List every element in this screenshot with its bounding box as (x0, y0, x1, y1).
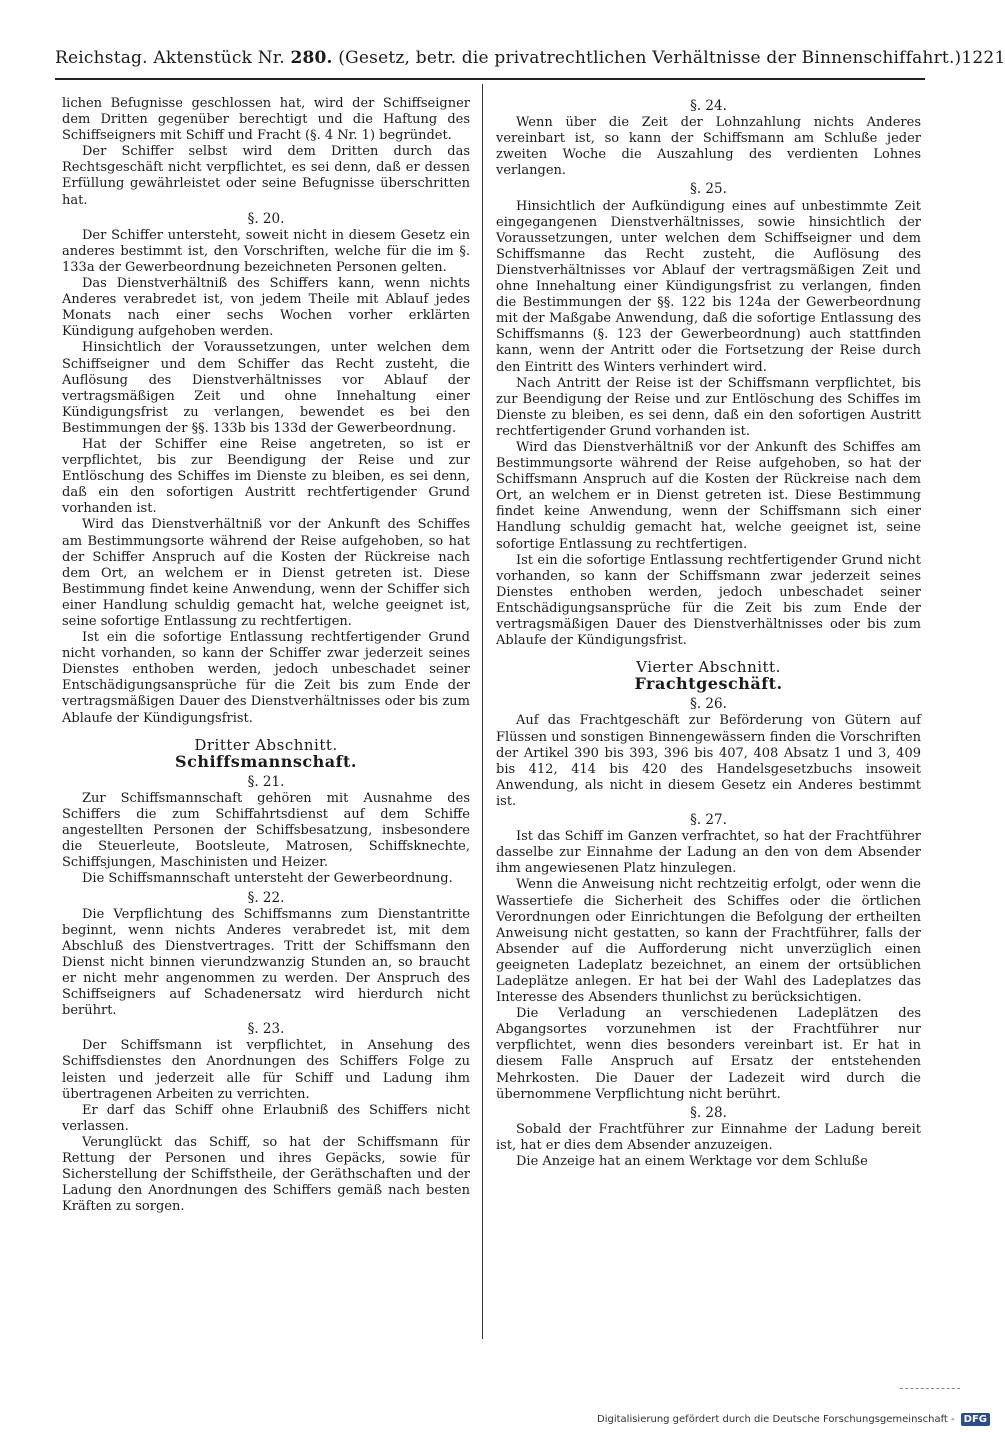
paragraph: Sobald der Frachtführer zur Einnahme der Ladung bereit ist, hat er dies dem Absender anzuzeigen. (496, 1121, 921, 1153)
header-title-suffix: (Gesetz, betr. die privatrechtlichen Verhältnisse der Binnenschiffahrt.) (338, 48, 962, 68)
paragraph: Die Verladung an verschiedenen Ladeplätzen des Abgangsortes vorzunehmen ist der Frachtführer nur verpflichtet, wenn dies besonders vereinbart ist. Er hat in diesem Falle Anspruch auf Ersatz der entstehenden Mehrkosten. Die Dauer der Ladezeit wird durch die übernommene Verpflichtung nicht berührt. (496, 1006, 921, 1102)
header-title-prefix: Reichstag. Aktenstück Nr. (55, 48, 285, 68)
paragraph: Nach Antritt der Reise ist der Schiffsmann verpflichtet, bis zur Beendigung der Reise und zur Entlöschung des Schiffes im Dienste zu bleiben, es sei denn, daß ein den sofortigen Austritt rechtfertigender Grund vorhanden ist. (496, 375, 921, 439)
section-heading: §. 22. (247, 889, 285, 906)
paragraph: Wird das Dienstverhältniß vor der Ankunft des Schiffes am Bestimmungsorte während der Reise aufgehoben, so hat der Schiffer Anspruch auf die Kosten der Rückreise nach dem Ort, an welchem er in Dienst getreten ist. Diese Bestimmung findet keine Anwendung, wenn der Schiffer sich einer Handlung schuldig gemacht hat, welche geeignet ist, seine sofortige Entlassung zu rechtfertigen. (62, 517, 470, 629)
header-rule (55, 78, 925, 80)
running-header (55, 48, 1005, 78)
section-heading: §. 25. (690, 181, 727, 198)
paragraph: Der Schiffsmann ist verpflichtet, in Ansehung des Schiffsdienstes den Anordnungen des Schiffers Folge zu leisten und jederzeit alle für Schiff und Ladung ihm übertragenen Arbeiten zu verrichten. (62, 1038, 470, 1102)
paragraph: Die Verpflichtung des Schiffsmanns zum Dienstantritte beginnt, wenn nichts Anderes verabredet ist, mit dem Abschluß des Dienstvertrages. Tritt der Schiffsmann den Dienst nicht binnen vierundzwanzig Stunden an, so braucht er nicht mehr angenommen zu werden. Der Anspruch des Schiffseigners auf Schadenersatz wird hierdurch nicht berührt. (62, 906, 470, 1019)
chapter-heading: Dritter Abschnitt. (194, 735, 338, 754)
paragraph: Die Schiffsmannschaft untersteht der Gewerbeordnung. (82, 871, 453, 887)
paragraph: Der Schiffer selbst wird dem Dritten durch das Rechtsgeschäft nicht verpflichtet, es sei denn, daß er dessen Erfüllung gewährleistet oder seine Befugnisse überschritten hat. (62, 144, 470, 208)
right-column (496, 96, 921, 1170)
paragraph: Er darf das Schiff ohne Erlaubniß des Schiffers nicht verlassen. (62, 1102, 470, 1134)
left-column (62, 96, 470, 1215)
paragraph: Verunglückt das Schiff, so hat der Schiffsmann für Rettung der Personen und ihres Gepäcks, sowie für Sicherstellung der Schiffstheile, der Geräthschaften und der Ladung den Anordnungen des Schiffers gemäß nach besten Kräften zu sorgen. (62, 1134, 470, 1215)
paragraph: Die Anzeige hat an einem Werktage vor dem Schluße (516, 1154, 868, 1169)
section-heading: §. 23. (247, 1021, 285, 1038)
scan-mark (900, 1388, 960, 1389)
paragraph: lichen Befugnisse geschlossen hat, wird der Schiffseigner dem Dritten gegenüber berechtigt und die Haftung des Schiffseigners mit Schiff und Fracht (§. 4 Nr. 1) begründet. (62, 96, 470, 144)
footer-credit: Digitalisierung gefördert durch die Deutsche Forschungsgemeinschaft - (597, 1413, 955, 1425)
chapter-title: Frachtgeschäft. (634, 674, 783, 694)
paragraph: Wenn über die Zeit der Lohnzahlung nichts Anderes vereinbart ist, so kann der Schiffsmann am Schluße jeder zweiten Woche die Auszahlung des verdienten Lohnes verlangen. (496, 115, 921, 179)
paragraph: Hinsichtlich der Voraussetzungen, unter welchen dem Schiffseigner und dem Schiffer das Recht zusteht, die Auflösung des Dienstverhältnisses vor Ablauf der vertragsmäßigen Zeit und ohne Innehaltung einer Kündigungsfrist zu verlangen, bewendet es bei den Bestimmungen der §§. 133b bis 133d der Gewerbeordnung. (62, 340, 470, 436)
paragraph: Das Dienstverhältniß des Schiffers kann, wenn nichts Anderes verabredet ist, von jedem Theile mit Ablauf jedes Monats nach einer sechs Wochen vorher erklärten Kündigung aufgehoben werden. (62, 276, 470, 340)
column-divider (482, 84, 483, 1339)
paragraph: Ist ein die sofortige Entlassung rechtfertigender Grund nicht vorhanden, so kann der Schiffer zwar jederzeit seines Dienstes enthoben werden, jedoch unbeschadet seiner Entschädigungsansprüche für die Zeit bis zum Ende der vertragsmäßigen Dauer des Dienstverhältnisses oder bis zum Ablaufe der Kündigungsfrist. (62, 630, 470, 726)
section-heading: §. 26. (690, 696, 727, 713)
page-number: 1221 (961, 48, 1005, 68)
paragraph: Ist das Schiff im Ganzen verfrachtet, so hat der Frachtführer dasselbe zur Einnahme der Ladung an den von dem Absender ihm angewiesenen Platz hinzulegen. (496, 829, 921, 877)
paragraph: Hinsichtlich der Aufkündigung eines auf unbestimmte Zeit eingegangenen Dienstverhältnisses, sowie hinsichtlich der Voraussetzungen, unter welchen dem Schiffseigner und dem Schiffsmanne das Recht zusteht, die Auflösung des Dienstverhältnisses vor Ablauf der vertragsmäßigen Zeit und ohne Innehaltung einer Kündigungsfrist zu verlangen, finden die Bestimmungen der §§. 122 bis 124a der Gewerbeordnung mit der Maßgabe Anwendung, daß die sofortige Entlassung des Schiffsmanns (§. 123 der Gewerbeordnung) auch stattfinden kann, wenn der Antritt oder die Fortsetzung der Reise durch den Eintritt des Winters verhindert wird. (496, 198, 921, 375)
section-heading: §. 27. (690, 812, 727, 829)
paragraph: Ist ein die sofortige Entlassung rechtfertigender Grund nicht vorhanden, so kann der Schiffsmann zwar jederzeit seines Dienstes enthoben werden, jedoch unbeschadet seiner Entschädigungsansprüche für die Zeit bis zum Ende der vertragsmäßigen Dauer des Dienstverhältnisses oder bis zum Ablaufe der Kündigungsfrist. (496, 552, 921, 649)
section-heading: §. 20. (247, 210, 285, 227)
paragraph: Wenn die Anweisung nicht rechtzeitig erfolgt, oder wenn die Wassertiefe die Sicherheit des Schiffes oder die örtlichen Verordnungen oder Einrichtungen die Befolgung der ertheilten Anweisung nicht gestatten, so kann der Frachtführer, falls der Absender auf die Aufforderung nicht unverzüglich einen geeigneten Ladeplatz bezeichnet, an einem der ortsüblichen Ladeplätze anlegen. Er hat bei der Wahl des Ladeplatzes das Interesse des Absenders thunlichst zu berücksichtigen. (496, 877, 921, 1006)
paragraph: Der Schiffer untersteht, soweit nicht in diesem Gesetz ein anderes bestimmt ist, den Vorschriften, welche für die im §. 133a der Gewerbeordnung bezeichneten Personen gelten. (62, 227, 470, 275)
paragraph: Hat der Schiffer eine Reise angetreten, so ist er verpflichtet, bis zur Beendigung der Reise und zur Entlöschung des Schiffes im Dienste zu bleiben, es sei denn, daß ein den sofortigen Austritt rechtfertigender Grund vorhanden ist. (62, 436, 470, 517)
chapter-heading: Vierter Abschnitt. (636, 658, 781, 677)
document-number: 280. (290, 48, 333, 68)
paragraph: Wird das Dienstverhältniß vor der Ankunft des Schiffes am Bestimmungsorte während der Reise aufgehoben, so hat der Schiffsmann Anspruch auf die Kosten der Rückreise nach dem Ort, an welchem er in Dienst getreten ist. Diese Bestimmung findet keine Anwendung, wenn der Schiffsmann sich einer Handlung schuldig gemacht hat, welche geeignet ist, seine sofortige Entlassung zu rechtfertigen. (496, 439, 921, 552)
chapter-title: Schiffsmannschaft. (175, 751, 357, 771)
paragraph: Auf das Frachtgeschäft zur Beförderung von Gütern auf Flüssen und sonstigen Binnengewässern finden die Vorschriften der Artikel 390 bis 393, 396 bis 407, 408 Absatz 1 und 3, 409 bis 412, 414 bis 420 des Handelsgesetzbuchs insoweit Anwendung, als nicht in diesem Gesetz ein Anderes bestimmt ist. (496, 713, 921, 809)
section-heading: §. 24. (690, 98, 727, 114)
section-heading: §. 21. (247, 773, 285, 790)
digitization-footer (597, 1410, 990, 1428)
section-heading: §. 28. (690, 1104, 727, 1121)
header-title (55, 48, 961, 68)
dfg-logo: DFG (961, 1413, 990, 1426)
paragraph: Zur Schiffsmannschaft gehören mit Ausnahme des Schiffers die zum Schiffahrtsdienst auf dem Schiffe angestellten Personen der Schiffsbesatzung, insbesondere die Steuerleute, Bootsleute, Matrosen, Schiffsknechte, Schiffsjungen, Maschinisten und Heizer. (62, 790, 470, 871)
